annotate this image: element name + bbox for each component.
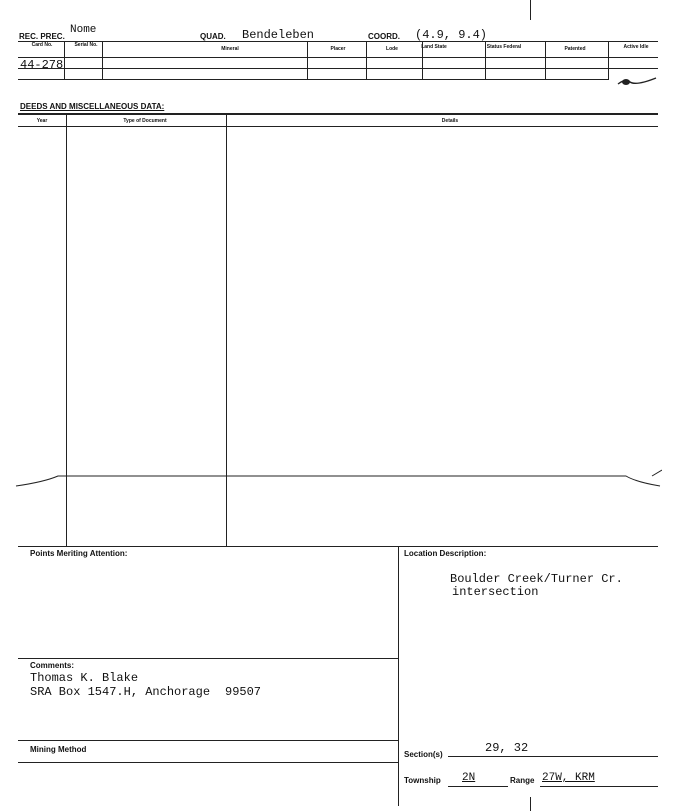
data-row-bottom-rule [18,79,608,80]
col-status-federal: Status Federal [486,44,522,50]
rec-prec-label: REC. PREC. [19,32,65,41]
col-mineral: Mineral [221,46,239,52]
comments-label: Comments: [30,661,75,670]
column-header-rule [18,57,658,58]
col-active-idle: Active Idle [623,44,649,50]
township-underline [448,786,508,787]
scan-smudge [612,62,658,92]
mining-bottom-rule [18,762,398,763]
township-value: 2N [462,772,476,784]
card-number-value: 44-278 [20,58,64,72]
location-label: Location Description: [404,549,487,558]
range-underline [540,786,658,787]
header-divider [485,42,486,80]
deeds-col-type: Type of Document [123,118,167,124]
range-value: 27W, KRM [542,772,595,784]
header-top-rule [18,41,658,42]
header-divider [366,42,367,80]
quad-label: QUAD. [200,32,226,41]
col-patented: Patented [564,46,586,52]
comments-zip: 99507 [225,685,262,699]
col-card-no: Card No. [31,42,53,48]
location-line-1: Boulder Creek/Turner Cr. [450,572,623,586]
range-label: Range [510,776,535,785]
mining-method-label: Mining Method [30,745,87,754]
quad-value: Bendeleben [242,28,315,42]
deeds-col-year: Year [36,118,48,124]
header-divider [102,42,103,80]
deeds-top-rule [18,113,658,115]
bottom-register-mark [530,797,531,811]
location-line-2: intersection [452,585,539,599]
sections-underline [448,756,658,757]
col-placer: Placer [330,46,346,52]
deeds-col-details: Details [441,118,459,124]
rec-prec-value: Nome [70,24,97,36]
deeds-section-title: DEEDS AND MISCELLANEOUS DATA: [20,102,165,111]
sections-label: Section(s) [404,750,443,759]
header-divider [64,42,65,80]
header-divider [422,42,423,80]
comments-line-2: SRA Box 1547.H, Anchorage [30,685,211,699]
coord-value: (4.9, 9.4) [415,28,488,42]
township-label: Township [404,776,441,785]
col-serial-no: Serial No. [74,42,98,48]
comments-line-1: Thomas K. Blake [30,671,139,685]
points-bottom-rule [18,658,398,659]
col-land-state: Land State [421,44,447,50]
header-divider [307,42,308,80]
header-divider [608,42,609,80]
top-register-mark [530,0,531,20]
coord-label: COORD. [368,32,400,41]
bottom-center-divider [398,546,399,806]
header-divider [545,42,546,80]
deeds-header-rule [18,126,658,127]
points-label: Points Meriting Attention: [30,549,128,558]
data-row-mid-rule [18,68,658,69]
col-lode: Lode [386,46,398,52]
mining-top-rule [18,740,398,741]
sections-value: 29, 32 [485,741,529,755]
deeds-bottom-rule [18,546,658,547]
fold-line [14,468,662,496]
